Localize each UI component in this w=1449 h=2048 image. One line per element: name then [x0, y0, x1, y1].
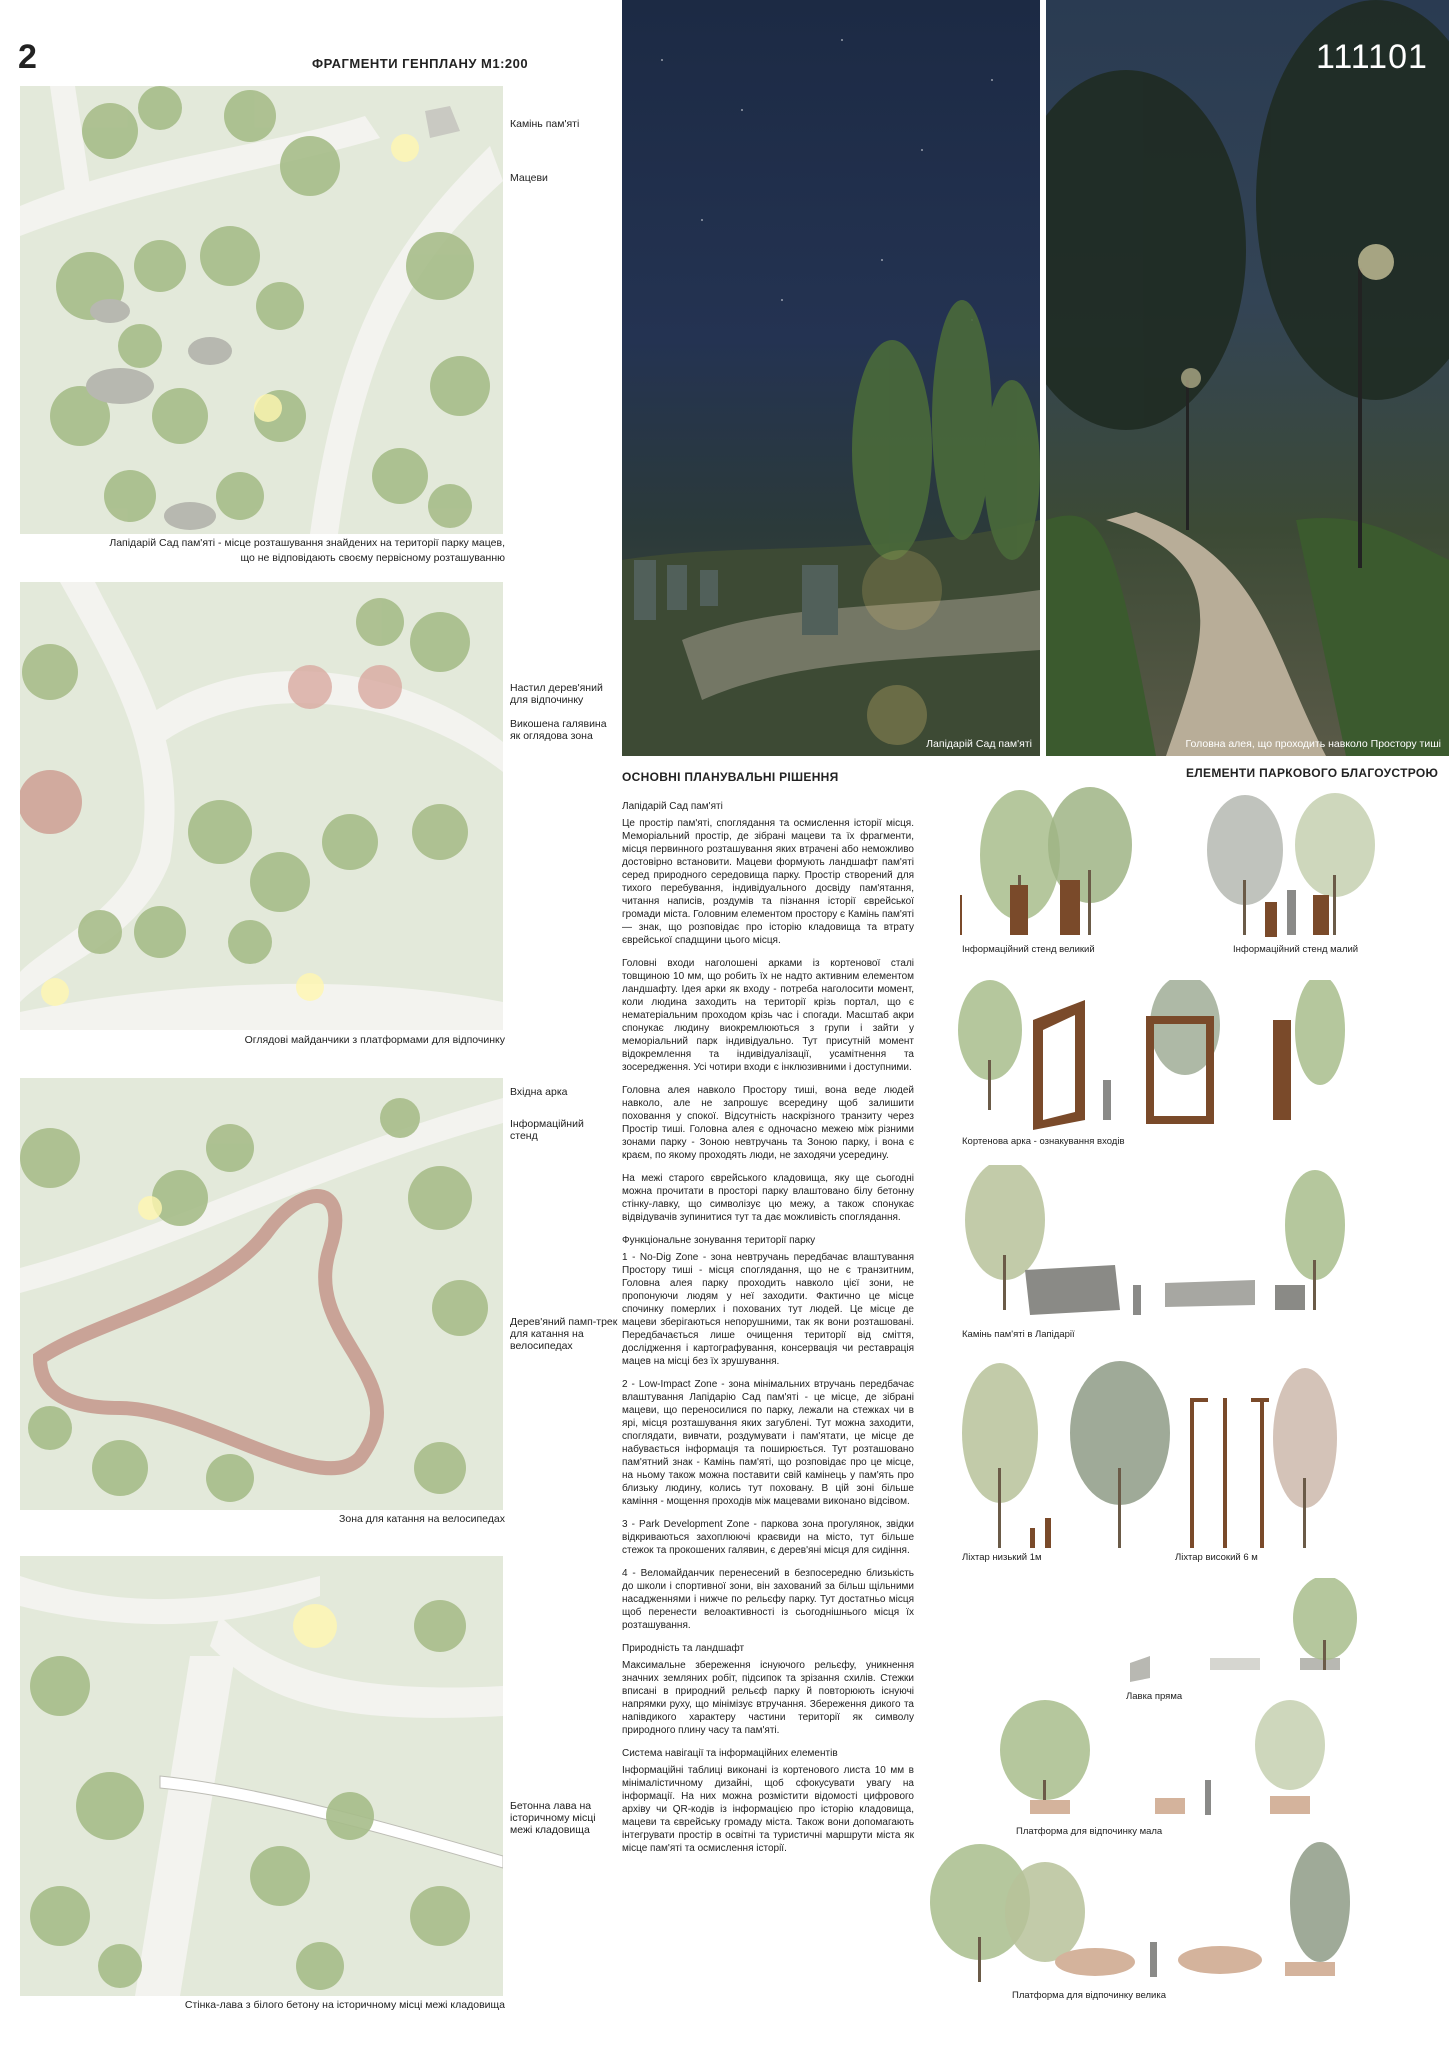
- plan-1-caption-line-1: Лапідарій Сад пам'яті - місце розташування знайдених на території парку мацев,: [109, 537, 505, 549]
- plan-1-drawing: [20, 86, 503, 534]
- platform-small-illustration: [960, 1700, 1340, 1825]
- plan-title: ФРАГМЕНТИ ГЕНПЛАНУ М1:200: [312, 56, 529, 71]
- caption-lantern-low: Ліхтар низький 1м: [962, 1552, 1042, 1563]
- plan-2-label-deck: Настил дерев'яний для відпочинку: [510, 682, 603, 706]
- lanterns-illustration: [955, 1358, 1345, 1558]
- plan-1-label-stone: Камінь пам'яті: [510, 118, 580, 130]
- elements-title: ЕЛЕМЕНТИ ПАРКОВОГО БЛАГОУСТРОЮ: [1186, 766, 1439, 780]
- info-stand-large-illustration: [950, 785, 1150, 945]
- plan-3-label-arch: Вхідна арка: [510, 1086, 568, 1098]
- heading-lapidarium: Лапідарій Сад пам'яті: [622, 801, 723, 812]
- plan-4-caption-line-1: Стінка-лава з білого бетону на історичному місці межі кладовища: [184, 1999, 505, 2011]
- caption-platform-small: Платформа для відпочинку мала: [1016, 1826, 1163, 1837]
- plan-4-label-bench: Бетонна лава на історичному місці межі кладовища: [510, 1800, 596, 1836]
- caption-platform-large: Платформа для відпочинку велика: [1012, 1990, 1166, 2001]
- plan-fragment-2: [20, 582, 503, 1030]
- plan-fragment-4: [20, 1556, 503, 1996]
- plan-3-drawing: [20, 1078, 503, 1510]
- caption-lantern-high: Ліхтар високий 6 м: [1175, 1552, 1258, 1563]
- sheet-number: 2: [18, 38, 37, 76]
- plan-fragment-3: [20, 1078, 503, 1510]
- photo-lapidarium-caption: Лапідарій Сад пам'яті: [926, 738, 1032, 750]
- plan-4-drawing: [20, 1556, 503, 1996]
- paragraph: Головні входи наголошені арками із кортенової сталі товщиною 10 мм, що робить їх не надто активним елементом ландшафту. Ідея арки як входу - потреба наголосити момент, коли людина заходить на території крізь портал, що є нематеріальним проходом крізь час і спогади. Масштаб акри спонукає людину виокремлюються з групи і зайти у меморіальний парк індивідуально. Тут присутній момент відокремлення та індивідуалізації, усамітнення та зосередження. Усі чотири входи є інклюзивними і доступними.: [622, 958, 914, 1073]
- plan-2-drawing: [20, 582, 503, 1030]
- paragraph: 2 - Low-Impact Zone - зона мінімальних втручань передбачає влаштування Лапідарію Сад пам'яті - це місце, де зібрані мацеви, що переносилися по парку, лежали на стежках чи в ярі, місця розташування яких загублені. Тут можна заходити, споглядати, вивчати, роздумувати і пам'ятати, це місце де набувається інформація та поширюється. Тут розташовано пам'ятний знак - Камінь пам'яті, що розповідає про це місце, на ньому також можна поставити свій камінець у пам'ять про близьку людину, колись тут поховану. В цій зоні більше каміння - мощення проходів між мацевами виконано відсівом.: [622, 1379, 914, 1507]
- plan-1-caption: [20, 536, 505, 566]
- caption-bench: Лавка пряма: [1126, 1691, 1183, 1702]
- plan-4-caption: [20, 1998, 505, 2013]
- paragraph: Максимальне збереження існуючого рельєфу, уникнення значних земляних робіт, підсипок та зрізання схилів. Стежки вписані в природний рельєф парку й повторюють існуючі напрямки руху, що мінімізує втручання. Збереження дикого та напівдикого характеру частини території як символу природного плину часу та пам'яті.: [622, 1660, 914, 1736]
- paragraph: 3 - Park Development Zone - паркова зона прогулянок, звідки відкриваються захоплюючі краєвиди на місто, тут більше стежок та прокошених галявин, є дерев'яні місця для сидіння.: [622, 1519, 914, 1556]
- photo-main-alley-caption: Головна алея, що проходить навколо Простору тиші: [1185, 738, 1441, 750]
- caption-info-stand-small: Інформаційний стенд малий: [1233, 944, 1359, 955]
- corten-arch-illustration: [955, 980, 1345, 1135]
- plan-2-caption-line-1: Оглядові майданчики з платформами для відпочинку: [244, 1034, 505, 1046]
- plan-2-label-meadow: Викошена галявина як оглядова зона: [510, 718, 607, 742]
- plan-fragment-1: [20, 86, 503, 534]
- platform-large-illustration: [925, 1842, 1350, 1987]
- plan-3-label-pumptrack: Дерев'яний памп-трек для катання на велосипедах: [510, 1316, 618, 1352]
- caption-info-stand-large: Інформаційний стенд великий: [962, 944, 1095, 955]
- plan-1-caption-line-2: що не відповідають своєму первісному розташуванню: [240, 552, 505, 564]
- info-stand-small-illustration: [1185, 790, 1385, 945]
- heading-navigation: Система навігації та інформаційних елементів: [622, 1748, 838, 1759]
- plan-3-caption: [20, 1512, 505, 1527]
- plan-3-caption-line-1: Зона для катання на велосипедах: [339, 1513, 505, 1525]
- memory-stone-illustration: [955, 1165, 1345, 1320]
- photo-main-alley-scene: [1046, 0, 1449, 756]
- paragraph: 1 - No-Dig Zone - зона невтручань передбачає влаштування Простору тиші - місця споглядання, що не є транзитним, Головна алея парку проходить навколо цієї зони, не пропонуючи людям у неї заходити. Фактично це місце спочинку померлих і похованих тут людей. Це місце де мацеви зберігаються непорушними, так як вони розташовані. Передбачається лише очищення території від сміття, дослідження і картографування, консервація чи реставрація мацев на місці без їх зрушування.: [622, 1252, 914, 1367]
- plan-3-label-info-stand: Інформаційний стенд: [510, 1118, 584, 1142]
- heading-nature: Природність та ландшафт: [622, 1643, 745, 1654]
- caption-corten-arch: Кортенова арка - ознакування входів: [962, 1136, 1125, 1147]
- bench-illustration: [1110, 1578, 1360, 1688]
- plan-1-label-matzevot: Мацеви: [510, 172, 548, 184]
- paragraph: Інформаційні таблиці виконані із кортенового листа 10 мм в мінімалістичному дизайні, щоб сфокусувати увагу на інформації. На них можна розмістити відомості цифрового архіву чи QR-кодів із інформацією про історію кладовища, мацеви та єврейську громаду міста. Також вони допомагають інтегрувати простір в освітні та туристичні маршрути міста як місце пам'яті та осмислення історії.: [622, 1765, 914, 1854]
- paragraph: Головна алея навколо Простору тиші, вона веде людей навколо, але не запрошує всередину щоб залишити поховання у спокої. Відсутність наскрізного транзиту через Простір тиші. Головна алея є одночасно межею між різними зонами парку - Зоною невтручань та Зоною парку, і вона є краєм, по якому проходять люди, не заходячи усередину.: [622, 1085, 914, 1161]
- project-code: 111101: [1316, 38, 1428, 76]
- caption-memory-stone: Камінь пам'яті в Лапідарії: [962, 1329, 1075, 1340]
- planning-text: [622, 800, 914, 1865]
- paragraph: На межі старого єврейського кладовища, яку ще сьогодні можна прочитати в просторі парку влаштовано білу бетонну стінку-лавку, що символізує цю межу, а також спонукає відвідувачів зупинитися тут та дає можливість споглядання.: [622, 1173, 914, 1223]
- heading-zoning: Функціональне зонування території парку: [622, 1235, 816, 1246]
- photo-main-alley: [1046, 0, 1449, 756]
- paragraph: 4 - Веломайданчик перенесений в безпосередню близькість до школи і спортивної зони, він захований за більш щільними насадженнями і нижче по рельєфу парку. Тут достатньо місця щоб перенести велоактивності із сьогоднішнього місця їх розташування.: [622, 1568, 914, 1631]
- planning-solutions-title: ОСНОВНІ ПЛАНУВАЛЬНІ РІШЕННЯ: [622, 770, 839, 784]
- plan-2-caption: [20, 1033, 505, 1048]
- paragraph: Це простір пам'яті, споглядання та осмислення історії місця. Меморіальний простір, де зібрані мацеви та їх фрагменти, місця первинного розташування яких втрачені або неможливо достовірно встановити. Мацеви формують ландшафт пам'яті серед природного середовища парку. Простір створений для тихого перебування, індивідуального досвіду пам'ятання, читання написів, роздумів та пізнання історії єврейської громади міста. Головним елементом простору є Камінь пам'яті — знак, що розповідає про історію кладовища та втрату єврейської спадщини цього місця.: [622, 818, 914, 946]
- photo-lapidarium-scene: [622, 0, 1040, 756]
- photo-lapidarium: [622, 0, 1040, 756]
